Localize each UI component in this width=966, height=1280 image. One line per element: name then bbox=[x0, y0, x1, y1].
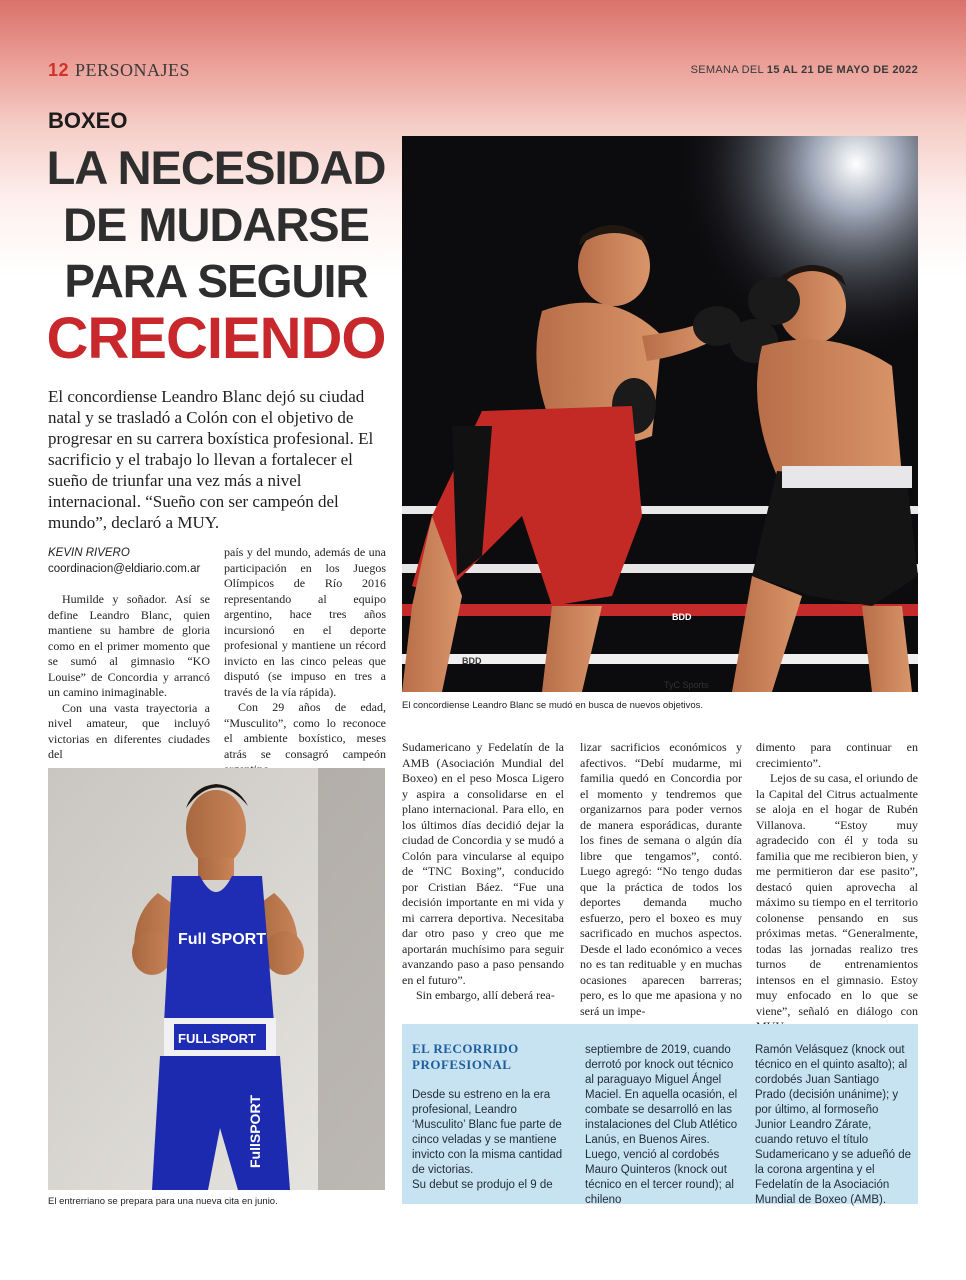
article-kicker: BOXEO bbox=[48, 108, 128, 133]
paragraph: lizar sacrificios económicos y afectivos. “Debí mudarme, mi familia quedó en Concordia por el momento y tendremos que organizarnos para poder vernos de manera esporádicas, durante los fines de semana o algún día libre que tengamos”, contó. Luego agregó: “No tengo dudas que la práctica de todos los deportes demanda mucho esfuerzo, pero el boxeo es muy sacrificado en muchos aspectos. Desde el lado económico a veces no es tan redituable y en muchas ocasiones aparecen barreras; pero, es lo que me apasiona y no será un impe- bbox=[580, 740, 742, 1018]
paragraph: país y del mundo, además de una participación en los Juegos Olímpicos de Río 2016 representando al equipo argentino, hace tres años incursionó en el deporte profesional y mantiene un récord invicto en las cinco peleas que disputó (se impuso en tres a través de la vía rápida). bbox=[224, 545, 386, 699]
issue-date bbox=[691, 64, 918, 76]
paragraph: Humilde y soñador. Así se define Leandro Blanc, quien mantiene su hambre de gloria como en el primer momento que se sumó al gimnasio “KO Louise” de Concordia y arrancó un camino inimaginable. bbox=[48, 592, 210, 699]
article-lead: El concordiense Leandro Blanc dejó su ciudad natal y se trasladó a Colón con el objetivo de progresar en su carrera boxística profesional. El sacrificio y el trabajo lo llevan a fortalecer el sueño de triunfar una vez más a nivel internacional. “Sueño con ser campeón del mundo”, declaró a MUY. bbox=[48, 387, 374, 532]
author-name: KEVIN RIVERO bbox=[48, 547, 130, 559]
paragraph: Con 29 años de edad, “Musculito”, como lo reconoce el ambiente boxístico, meses atrás se consagró campeón bbox=[224, 700, 386, 761]
article-column-3 bbox=[402, 740, 564, 1004]
article-column-5 bbox=[756, 740, 918, 1035]
article-headline bbox=[40, 136, 392, 371]
headline-line-4: CRECIENDO bbox=[46, 306, 386, 371]
page-number: 12 bbox=[48, 60, 70, 80]
boxing-fight-photo bbox=[402, 136, 918, 692]
paragraph: Luego, venció al cordobés Mauro Quinteros (knock out técnico en el tercer round); al chileno bbox=[585, 1149, 734, 1206]
issue-prefix: SEMANA DEL bbox=[690, 64, 767, 76]
page-section-header bbox=[48, 60, 190, 81]
sidebar-column-1 bbox=[412, 1088, 570, 1193]
paragraph: Sudamericano y Fedelatín de la AMB (Asociación Mundial del Boxeo) en el peso Mosca Ligero y aspira a consolidarse en el plano internacional. Para ello, en los últimos días decidió dejar la ciudad de Concordia y se mudó a Colón para vincularse al equipo de “TNC Boxing”, conducido por Cristian Báez. “Fue una decisión importante en mi vida y mi carrera deportiva. Necesitaba dar otro paso y creo que me aportarán muchísimo para seguir avanzando paso a paso pensando en el futuro”. bbox=[402, 740, 564, 987]
issue-dates: 15 AL 21 DE MAYO DE 2022 bbox=[766, 64, 918, 76]
author-email: coordinacion@eldiario.com.ar bbox=[48, 563, 201, 575]
sidebar-column-3 bbox=[755, 1043, 911, 1208]
paragraph: Con una vasta trayectoria a nivel amateur, que incluyó victorias en diferentes ciudades del bbox=[48, 700, 210, 761]
article-column-1 bbox=[48, 592, 210, 763]
trunks-brand: FullSPORT bbox=[247, 1094, 263, 1168]
shirt-brand: Full SPORT bbox=[178, 931, 266, 948]
section-name: PERSONAJES bbox=[75, 60, 191, 80]
fight-photo-caption: El concordiense Leandro Blanc se mudó en busca de nuevos objetivos. bbox=[402, 700, 704, 711]
ring-sponsor: BDD bbox=[672, 612, 692, 622]
paragraph: Ramón Velásquez (knock out técnico en el quinto asalto); al cordobés Juan Santiago Prado (decisión unánime); y por último, al formoseño Junior Leandro Zárate, cuando retuvo el título Sudamericano y se adueñó de la corona argentina y el Fedelatín de la Asociación Mundial de Boxeo (AMB). bbox=[755, 1044, 911, 1206]
article-column-4 bbox=[580, 740, 742, 1019]
portrait-illustration bbox=[48, 768, 385, 1190]
paragraph: septiembre de 2019, cuando derrotó por knock out técnico al paraguayo Miguel Ángel Maciel. En aquella ocasión, el combate se desarrolló en las instalaciones del Club Atlético Lanús, en Buenos Aires. bbox=[585, 1044, 738, 1146]
paragraph: Desde su estreno en la era profesional, Leandro ‘Musculito’ Blanc fue parte de cinco veladas y se mantiene invicto con la misma cantidad de victorias. bbox=[412, 1089, 563, 1176]
headline-line-3: PARA SEGUIR bbox=[64, 255, 368, 307]
ring-sponsor: BDD bbox=[462, 656, 482, 666]
ring-sponsor: TyC Sports bbox=[664, 680, 709, 690]
paragraph: Lejos de su casa, el oriundo de la Capital del Citrus actualmente se aloja en el hogar de Rubén Villanova. “Estoy muy agradecido con él y toda su familia que me recibieron bien, y me permitieron dar ese pasito”, destacó quien aprovecha al máximo su tiempo en el territorio colonense pensando en sus próximas metas. “Generalmente, todas las jornadas realizo tres turnos de entrenamientos intensos en el gimnasio. Estoy muy enfocado en lo que se viene”, señaló en diálogo con bbox=[756, 771, 918, 1018]
boxer-portrait-photo bbox=[48, 768, 385, 1190]
headline-line-2: DE MUDARSE bbox=[63, 198, 369, 251]
byline bbox=[48, 545, 200, 577]
sidebar-column-2 bbox=[585, 1043, 745, 1208]
fight-illustration bbox=[402, 136, 918, 692]
portrait-photo-caption: El entrerriano se prepara para una nueva cita en junio. bbox=[48, 1196, 278, 1207]
belt-brand: FULLSPORT bbox=[178, 1031, 256, 1046]
paragraph: Su debut se produjo el 9 de bbox=[412, 1179, 553, 1191]
article-column-2 bbox=[224, 545, 386, 778]
headline-line-1: LA NECESIDAD bbox=[46, 141, 386, 194]
paragraph: Sin embargo, allí deberá rea- bbox=[416, 988, 555, 1002]
sidebar-title: EL RECORRIDO PROFESIONAL bbox=[412, 1041, 519, 1072]
paragraph: dimento para continuar en crecimiento”. bbox=[756, 740, 918, 770]
